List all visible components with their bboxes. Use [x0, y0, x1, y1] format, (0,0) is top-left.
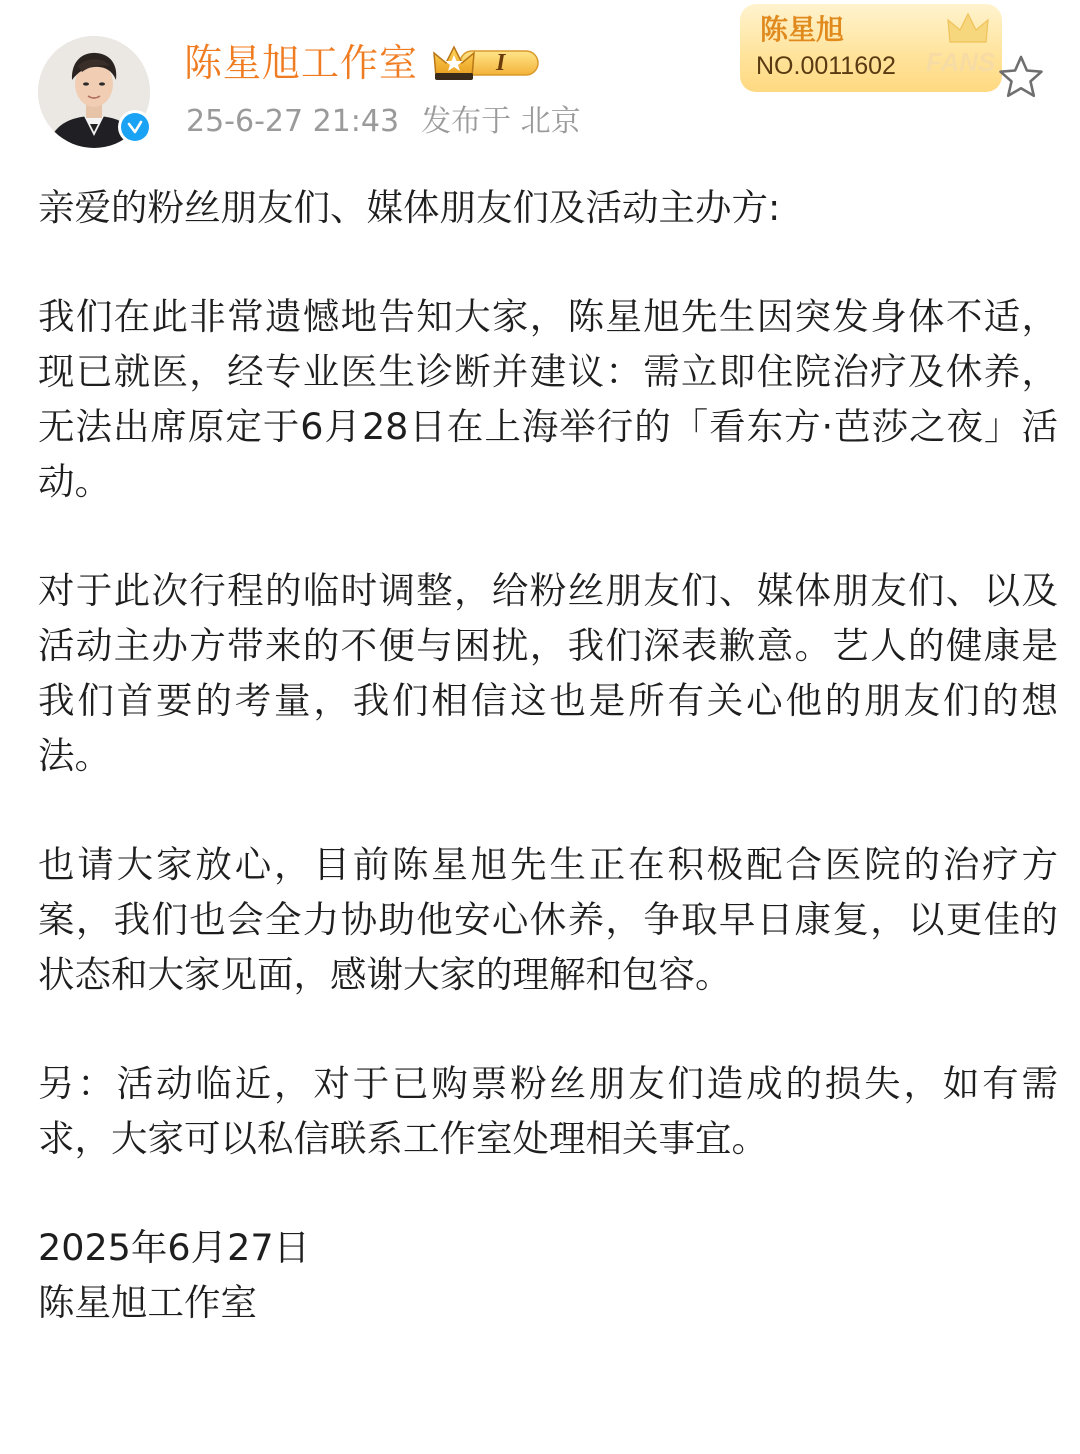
- fans-card-number: NO.0011602: [756, 52, 896, 80]
- post-header: [0, 0, 1080, 150]
- author-name[interactable]: 陈星旭工作室: [184, 41, 419, 85]
- statement-date: 2025年6月27日: [38, 1226, 311, 1269]
- author-avatar[interactable]: [38, 36, 150, 148]
- post-body: [38, 180, 1058, 1330]
- crown-icon: [946, 12, 990, 46]
- fans-card-label: FANS: [926, 47, 996, 77]
- body-paragraph: 我们在此非常遗憾地告知大家，陈星旭先生因突发身体不适，现已就医，经专业医生诊断并建议：需立即住院治疗及休养，无法出席原定于6月28日在上海举行的「看东方·芭莎之夜」活动。: [38, 295, 1058, 503]
- body-paragraph: 对于此次行程的临时调整，给粉丝朋友们、媒体朋友们、以及活动主办方带来的不便与困扰，我们深表歉意。艺人的健康是我们首要的考量，我们相信这也是所有关心他的朋友们的想法。: [38, 569, 1058, 777]
- level-badge-number: I: [496, 50, 506, 76]
- body-paragraph: 也请大家放心，目前陈星旭先生正在积极配合医院的治疗方案，我们也会全力协助他安心休养，争取早日康复，以更佳的状态和大家见面，感谢大家的理解和包容。: [38, 843, 1058, 996]
- member-level-badge[interactable]: [432, 43, 540, 83]
- post-timestamp[interactable]: 25-6-27 21:43: [186, 104, 400, 139]
- favorite-button[interactable]: [996, 52, 1046, 102]
- crown-icon: [432, 43, 540, 83]
- star-icon: [996, 52, 1046, 102]
- greeting-paragraph: 亲爱的粉丝朋友们、媒体朋友们及活动主办方:: [38, 186, 781, 229]
- fans-card[interactable]: [740, 4, 1002, 92]
- verified-icon: [118, 110, 152, 144]
- author-row: [184, 38, 540, 88]
- post-location: 发布于 北京: [421, 104, 581, 139]
- fans-card-name: 陈星旭: [760, 13, 845, 46]
- body-paragraph: 另：活动临近，对于已购票粉丝朋友们造成的损失，如有需求，大家可以私信联系工作室处理相关事宜。: [38, 1062, 1058, 1160]
- post-meta: [186, 100, 581, 144]
- statement-signature: 陈星旭工作室: [38, 1281, 257, 1324]
